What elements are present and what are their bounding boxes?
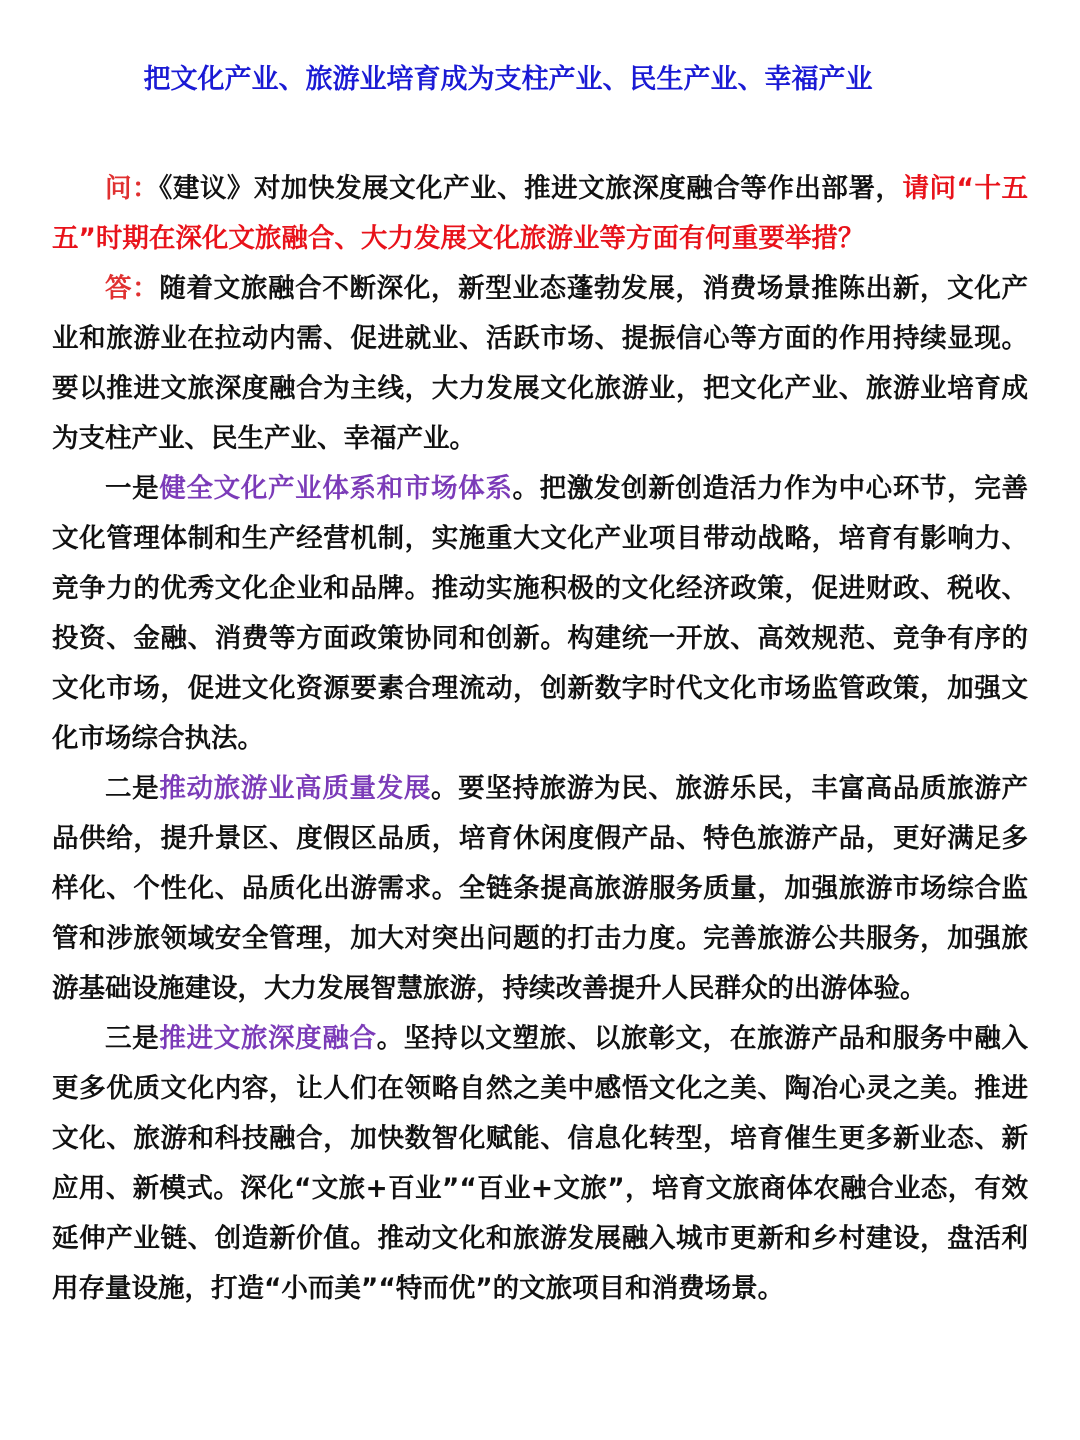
page-title: 把文化产业、旅游业培育成为支柱产业、民生产业、幸福产业 [143,64,873,95]
question-paragraph [52,164,1028,264]
point-paragraph-2 [52,764,1028,1014]
question-label: 问： [105,173,160,204]
point-prefix: 二是 [105,773,160,804]
question-highlight: 请问“十五五”时期在深化文旅融合、大力发展文化旅游业等方面有何重要举措？ [52,173,1029,254]
answer-paragraph [52,264,1028,464]
question-text: 《建议》对加快发展文化产业、推进文旅深度融合等作出部署， [159,173,903,204]
point-prefix: 一是 [105,473,160,504]
answer-intro: 随着文旅融合不断深化，新型业态蓬勃发展，消费场景推陈出新，文化产业和旅游业在拉动内需、促进就业、活跃市场、提振信心等方面的作用持续显现。要以推进文旅深度融合为主线，大力发展文化旅游业，把文化产业、旅游业培育成为支柱产业、民生产业、幸福产业。 [52,273,1029,454]
answer-label: 答： [105,273,160,304]
point-body: 。把激发创新创造活力作为中心环节，完善文化管理体制和生产经营机制，实施重大文化产业项目带动战略，培育有影响力、竞争力的优秀文化企业和品牌。推动实施积极的文化经济政策，促进财政、税收、投资、金融、消费等方面政策协同和创新。构建统一开放、高效规范、竞争有序的文化市场，促进文化资源要素合理流动，创新数字时代文化市场监管政策，加强文化市场综合执法。 [52,473,1029,754]
point-heading: 推动旅游业高质量发展 [159,773,432,804]
point-body: 。坚持以文塑旅、以旅彰文，在旅游产品和服务中融入更多优质文化内容，让人们在领略自然之美中感悟文化之美、陶冶心灵之美。推进文化、旅游和科技融合，加快数智化赋能、信息化转型，培育催生更多新业态、新应用、新模式。深化“文旅+百业”“百业+文旅”，培育文旅商体农融合业态，有效延伸产业链、创造新价值。推动文化和旅游发展融入城市更新和乡村建设，盘活利用存量设施，打造“小而美”“特而优”的文旅项目和消费场景。 [52,1023,1029,1304]
point-heading: 健全文化产业体系和市场体系 [159,473,513,504]
point-heading: 推进文旅深度融合 [159,1023,377,1054]
point-prefix: 三是 [105,1023,160,1054]
point-paragraph-1 [52,464,1028,764]
point-body: 。要坚持旅游为民、旅游乐民，丰富高品质旅游产品供给，提升景区、度假区品质，培育休闲度假产品、特色旅游产品，更好满足多样化、个性化、品质化出游需求。全链条提高旅游服务质量，加强旅游市场综合监管和涉旅领域安全管理，加大对突出问题的打击力度。完善旅游公共服务，加强旅游基础设施建设，大力发展智慧旅游，持续改善提升人民群众的出游体验。 [52,773,1029,1004]
point-paragraph-3 [52,1014,1028,1314]
article-text [52,164,1028,1314]
